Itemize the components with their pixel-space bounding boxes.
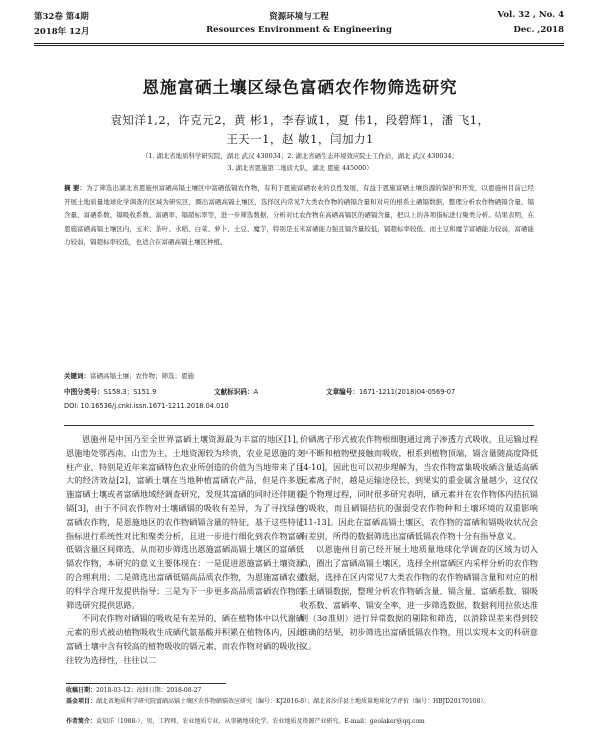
- clc-number: [64, 386, 156, 396]
- footnote-author: [66, 717, 564, 727]
- keywords: [64, 370, 534, 384]
- author-list-line1: 袁知洋1,2，许克元2，黄 彬1，李春诚1，夏 伟1，段碧辉1，潘 飞1，: [110, 113, 490, 127]
- body-paragraph: 不同农作物对硒镉的吸收是有差异的，硒在植物体中以代谢硒元素的形式被动植物吸收生成硒代氨基酸并积累在植物体内，因此富硒土壤中含有较高的植物吸收的镉元素，而农作物对硒的吸收往往较为选择性，往往以二: [66, 613, 304, 665]
- author-label: 作者简介：: [66, 718, 97, 725]
- volume-cn: 第32卷 第4期: [34, 12, 89, 22]
- clc-label: 中图分类号：: [64, 388, 104, 396]
- clc-value: S158.3；S151.9: [103, 388, 157, 396]
- document-code: [214, 386, 258, 396]
- body-paragraph: 恩施州是中国乃至全世界富硒土壤资源最为丰富的地区[1]，恩施地处鄂西南，山峦为主，土地资源较为珍贵，农业是恩施的支柱产业，特别是近年来富硒特色农业所创造的价值为当地带来了巨大的经济效益[2]，富硒土壤在当地种植富硒农产品，但是许多恩施富硒土壤或者富硒地域经调查研究，发现其富硒的同时还伴随着镉[3]，由于不同农作物对土壤硒镉的吸收有差异，为了寻找绿色富硒农作物，是恩施地区的农作物硒镉含量的特征，基于这些特征指标进行系统性对比和聚类分析，且进一步进行细化到农作物富硒低镉含量区间筛选，从而初步筛选出恩施富硒高镉土壤区的富硒低镉农作物，本研究的意义主要体现在：一是促进恩施富硒土壤资源的合理利用；二是筛选出富硒低镉高品质农作物，为恩施富硒农业的科学合理开发提供指导；三是为下一步更多高品质富硒农作物的筛选研究提供思路。: [66, 434, 304, 610]
- body-paragraph: 以恩施州目前已经开展土地质量地球化学调查的区域为切入点，圈出了富硒高镉土壤区，选择全州富硒区内采样分析的农作物数据，选择在区内常见7大类农作物的农作物硒镉含量和对应的根系土硒镉数据，整理分析农作物硒含量、镉含量、富硒系数、镉吸收系数、富硒率、镉安全率，进一步筛选数据，数据利用拉依达准则（3σ准则）进行异常数据的剔除和筛选，以消除误差来得到较准确的结果，初步筛选出富硒低镉农作物，用以实现本文的科研意义。: [300, 544, 538, 651]
- fund-value: 湖北省地质科学研究院富硒高镉土壤区农作物硒镉效应研究（编号：KJ2016-8）；湖北省沙洋县土地质量地球化学评价（编号：HBJD20170108）。: [96, 698, 490, 705]
- abstract-paragraph: [64, 182, 534, 250]
- date-en: Dec. ,2018: [513, 25, 564, 35]
- header-rule-thin: [34, 45, 564, 46]
- article-number: [326, 386, 455, 396]
- article-label: 文章编号：: [326, 388, 359, 396]
- abstract-rule: [64, 425, 534, 426]
- footnote-rule: [66, 683, 226, 684]
- header-rule: [34, 43, 564, 44]
- body-paragraph: 价硒离子形式被农作物根细胞通过离子渗透方式吸收，且运输过程中不断和植物壁接触而吸收，根系到植物顶端，镉含量随高度降低[4-10]，因此也可以初步理解为，当农作物富集吸收硒含量适高硒元素离子时，越是运输途径长，到果实的重金属含量越少，这仅仅是个物理过程，同时很多研究表明，硒元素并在农作物体内拮抗镉的吸收，而且硒镉拮抗的强弱受农作物种和土壤环境的双重影响[11-13]。因此在富硒高镉土壤区，农作物的富硒和镉吸收状况会有差别，所得的数据筛选出富硒低镉农作物十分有指导意义。: [300, 434, 538, 541]
- author-list-line2: 王天一1，赵 敏1，闫加力1: [226, 132, 374, 146]
- volume-en: Vol. 32 , No. 4: [497, 10, 564, 20]
- abstract: [64, 182, 534, 250]
- date-cn: 2018年 12月: [34, 27, 90, 37]
- footnote-received: [66, 686, 564, 696]
- doc-value: A: [253, 388, 259, 396]
- body-column-left: [66, 433, 304, 668]
- journal-cn: 资源环境与工程: [269, 12, 329, 22]
- article-value: 1671-1211(2018)04-0569-07: [358, 388, 456, 396]
- author-value: 袁知洋（1988-），男，工程师，农业地质专业，从事硒地球化学、农业地质及资源产业研究。E-mail：geolaker@qq.com: [96, 718, 425, 725]
- abstract-text: 为了筛选出湖北省恩施州富硒高镉土壤区中富硒低镉农作物，有利于恩施富硒农业的良性发展，有益于恩施富硒土壤资源的保护和开发，以恩施州目前已经开展土地质量地球化学调查的区域为研究区，圈出富硒高镉土壤区，选择区内常见7大类农作物的硒镉含量和对应的根系土硒镉数据，整理分析农作物硒镉含量、镉含量、富硒系数、镉吸收系数、富硒率、镉超标率等，进一步筛选数据，分析对比农作物在高硒高镉区的硒镉含量，把以上的各项指标进行聚类分析。结果表明，在恩施富硒高镉土壤区内，玉米、茶叶、水稻、白菜、萝卜、土豆、魔芋，特别是玉米富硒能力强且镉含量较低，镉超标率较低，而土豆和魔芋富硒能力较弱，富硒能力较弱，镉超标率较低，也适合在富硒高镉土壤区种植。: [64, 184, 535, 246]
- body-column-right: [300, 433, 538, 654]
- keywords-text: 富硒高镉土壤；农作物；筛选；恩施: [90, 372, 194, 380]
- fund-label: 基金项目：: [66, 698, 97, 705]
- received-label: 收稿日期：: [66, 687, 97, 694]
- doi: DOI: 10.16536/j.cnki.issn.1671-1211.2018.04.010: [64, 402, 229, 410]
- received-value: 2018-03-12；改回日期：2018-08-27: [96, 687, 202, 694]
- journal-en: Resources Environment & Engineering: [206, 25, 392, 35]
- paper-title: 恩施富硒土壤区绿色富硒农作物筛选研究: [142, 78, 458, 97]
- footnote-fund: [66, 697, 564, 707]
- doc-label: 文献标识码：: [214, 388, 254, 396]
- affiliations-line1: （1. 湖北省地质科学研究院，湖北 武汉 430034；2. 湖北省硒生态环境效应院士工作站，湖北 武汉 430034；: [141, 152, 459, 160]
- keywords-label: 关键词：: [64, 372, 90, 380]
- affiliations-line2: 3. 湖北省恩施第二地质大队，湖北 恩施 445000）: [227, 164, 373, 172]
- abstract-label: 摘 要：: [64, 184, 87, 192]
